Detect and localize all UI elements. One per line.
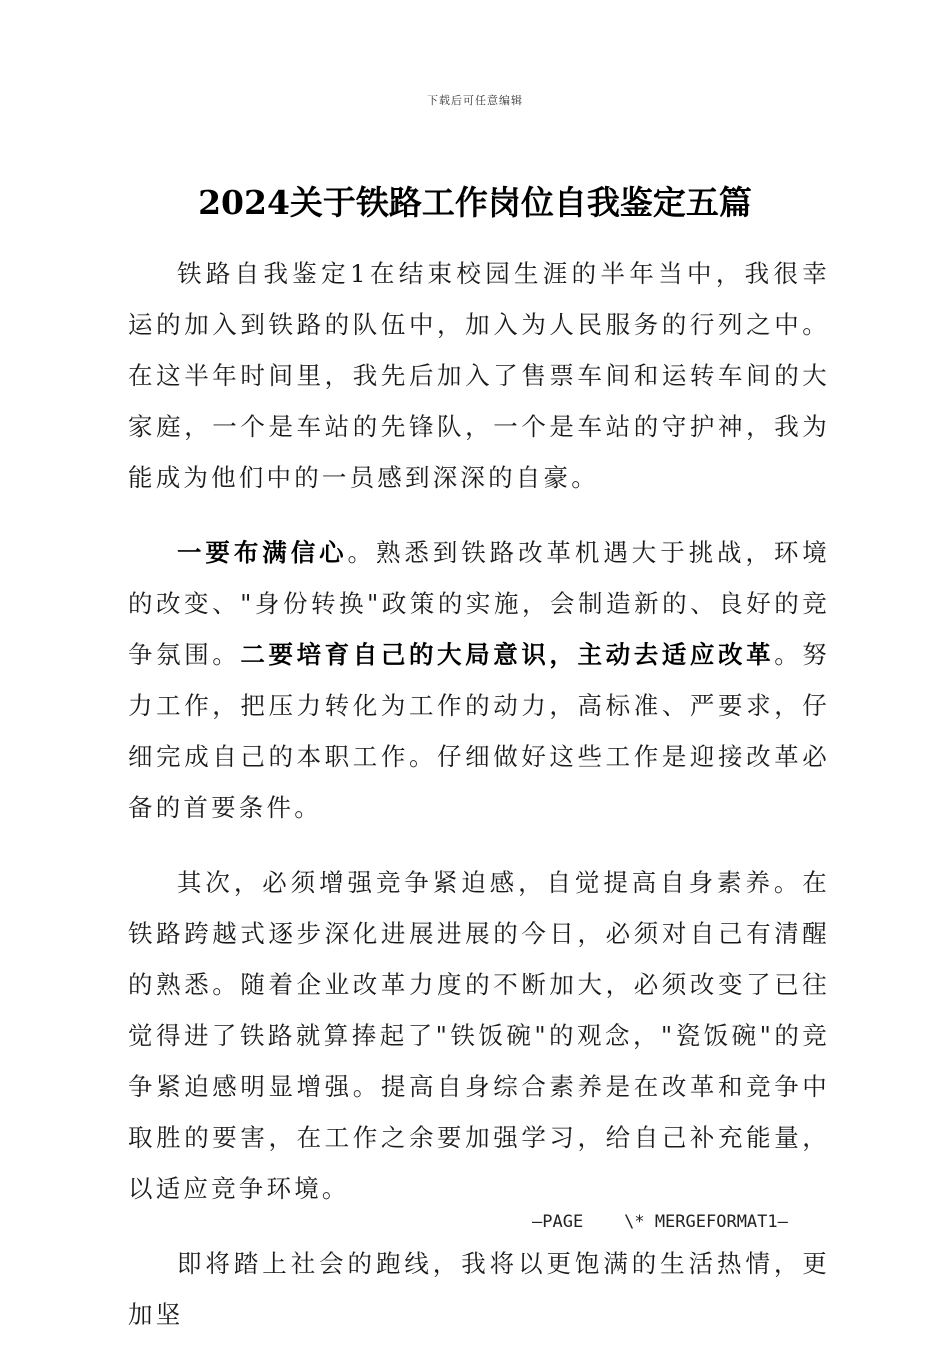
paragraph-4-text: 即将踏上社会的跑线，我将以更饱满的生活热情，更加坚: [128, 1249, 830, 1329]
paragraph-4: [128, 1238, 830, 1340]
paragraph-1: [128, 248, 830, 503]
paragraph-2: [128, 527, 830, 833]
paragraph-1-text: 铁路自我鉴定1在结束校园生涯的半年当中，我很幸运的加入到铁路的队伍中，加入为人民服务的行列之中。在这半年时间里，我先后加入了售票车间和运转车间的大家庭，一个是车站的先锋队，一个是车站的守护神，我为能成为他们中的一员感到深深的自豪。: [128, 259, 830, 492]
page-footer-field-code: —PAGE \* MERGEFORMAT1—: [532, 1212, 788, 1232]
document-title: 2024关于铁路工作岗位自我鉴定五篇: [198, 183, 752, 222]
paragraph-3: [128, 857, 830, 1214]
document-body: [128, 248, 830, 1364]
paragraph-2-bold-heading-1: 一要布满信心: [177, 538, 348, 567]
paragraph-3-text: 其次，必须增强竞争紧迫感，自觉提高自身素养。在铁路跨越式逐步深化进展进展的今日，必须对自己有清醒的熟悉。随着企业改革力度的不断加大，必须改变了已往觉得进了铁路就算捧起了"铁饭碗"的观念，"瓷饭碗"的竞争紧迫感明显增强。提高自身综合素养是在改革和竞争中取胜的要害，在工作之余要加强学习，给自己补充能量，以适应竞争环境。: [128, 868, 830, 1203]
page-header-note: 下载后可任意编辑: [427, 94, 523, 107]
paragraph-2-text-1: 。熟悉到铁路改革机遇大于挑战，环境的改变、"身份转换"政策的实施，会制造新的、良好的竞争氛围。: [128, 538, 831, 669]
paragraph-2-bold-heading-2: 二要培育自己的大局意识，主动去适应改革: [240, 640, 775, 669]
paragraph-2-text-2: 。努力工作，把压力转化为工作的动力，高标准、严要求，仔细完成自己的本职工作。仔细做好这些工作是迎接改革必备的首要条件。: [128, 640, 830, 822]
